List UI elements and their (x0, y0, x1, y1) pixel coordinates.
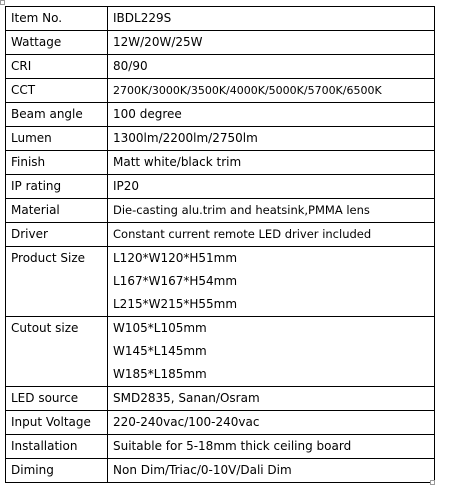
table-row (6, 317, 435, 387)
spec-label-text: Input Voltage (11, 415, 91, 429)
selection-handle (0, 0, 5, 5)
spec-value-text: Constant current remote LED driver included (113, 227, 372, 241)
spec-value-text: 1300lm/2200lm/2750lm (113, 131, 258, 145)
spec-label-text: Material (11, 203, 60, 217)
spec-label-text: IP rating (11, 179, 62, 193)
spec-label (6, 79, 108, 103)
spec-label-text: Cutout size (11, 321, 79, 335)
selection-handle (430, 480, 435, 485)
spec-label-text: Wattage (11, 35, 62, 49)
table-row (6, 151, 435, 175)
spec-value (108, 7, 435, 31)
spec-label (6, 435, 108, 459)
spec-value-line: W145*L145mm (113, 344, 207, 358)
spec-value (108, 175, 435, 199)
spec-label (6, 459, 108, 483)
spec-value-text: Suitable for 5-18mm thick ceiling board (113, 439, 352, 453)
spec-value-text: 80/90 (113, 59, 148, 73)
table-row (6, 411, 435, 435)
table-row (6, 387, 435, 411)
spec-value (108, 127, 435, 151)
spec-label-text: Product Size (11, 251, 86, 265)
spec-label-text: Driver (11, 227, 48, 241)
spec-value (108, 103, 435, 127)
spec-value (108, 411, 435, 435)
spec-value-text: 100 degree (113, 107, 182, 121)
spec-value (108, 31, 435, 55)
spec-label-text: Finish (11, 155, 46, 169)
spec-label (6, 7, 108, 31)
spec-value (108, 387, 435, 411)
spec-label (6, 175, 108, 199)
table-row (6, 7, 435, 31)
table-row (6, 247, 435, 317)
spec-value-text: Matt white/black trim (113, 155, 242, 169)
spec-label-text: Item No. (11, 11, 63, 25)
spec-value-text: 2700K/3000K/3500K/4000K/5000K/5700K/6500K (113, 84, 382, 97)
spec-label-text: Lumen (11, 131, 52, 145)
spec-label-text: CRI (11, 59, 32, 73)
table-row (6, 175, 435, 199)
spec-value (108, 459, 435, 483)
spec-label-text: Beam angle (11, 107, 83, 121)
table-row (6, 31, 435, 55)
spec-value-line: L120*W120*H51mm (113, 251, 238, 265)
spec-label-text: LED source (11, 391, 79, 405)
spec-label (6, 247, 108, 317)
spec-label (6, 31, 108, 55)
spec-value-line: W185*L185mm (113, 367, 207, 381)
spec-value-text: Die-casting alu.trim and heatsink,PMMA lens (113, 203, 370, 217)
table-row (6, 103, 435, 127)
table-row (6, 435, 435, 459)
spec-label (6, 223, 108, 247)
spec-label (6, 55, 108, 79)
spec-value (108, 79, 435, 103)
spec-label (6, 151, 108, 175)
table-row (6, 127, 435, 151)
spec-value-text: 220-240vac/100-240vac (113, 415, 260, 429)
table-row (6, 55, 435, 79)
spec-label-text: Installation (11, 439, 78, 453)
spec-value-text: IBDL229S (113, 11, 172, 25)
spec-label (6, 387, 108, 411)
spec-value (108, 317, 435, 387)
spec-value-text: IP20 (113, 179, 140, 193)
spec-value (108, 223, 435, 247)
spec-table-body (6, 7, 435, 483)
spec-value (108, 55, 435, 79)
spec-value (108, 247, 435, 317)
table-row (6, 459, 435, 483)
table-row (6, 223, 435, 247)
spec-value-line: L167*W167*H54mm (113, 274, 238, 288)
spec-value-line: L215*W215*H55mm (113, 297, 238, 311)
spec-label (6, 103, 108, 127)
spec-value (108, 199, 435, 223)
spec-value (108, 151, 435, 175)
spec-value-text: SMD2835, Sanan/Osram (113, 391, 260, 405)
table-row (6, 79, 435, 103)
spec-label-text: Diming (11, 463, 54, 477)
spec-label (6, 411, 108, 435)
spec-label-text: CCT (11, 83, 36, 97)
table-row (6, 199, 435, 223)
spec-label (6, 317, 108, 387)
spec-value-text: 12W/20W/25W (113, 35, 203, 49)
spec-table (5, 6, 435, 483)
spec-label (6, 127, 108, 151)
spec-value-text: Non Dim/Triac/0-10V/Dali Dim (113, 463, 292, 477)
spec-value (108, 435, 435, 459)
spec-value-line: W105*L105mm (113, 321, 207, 335)
spec-label (6, 199, 108, 223)
